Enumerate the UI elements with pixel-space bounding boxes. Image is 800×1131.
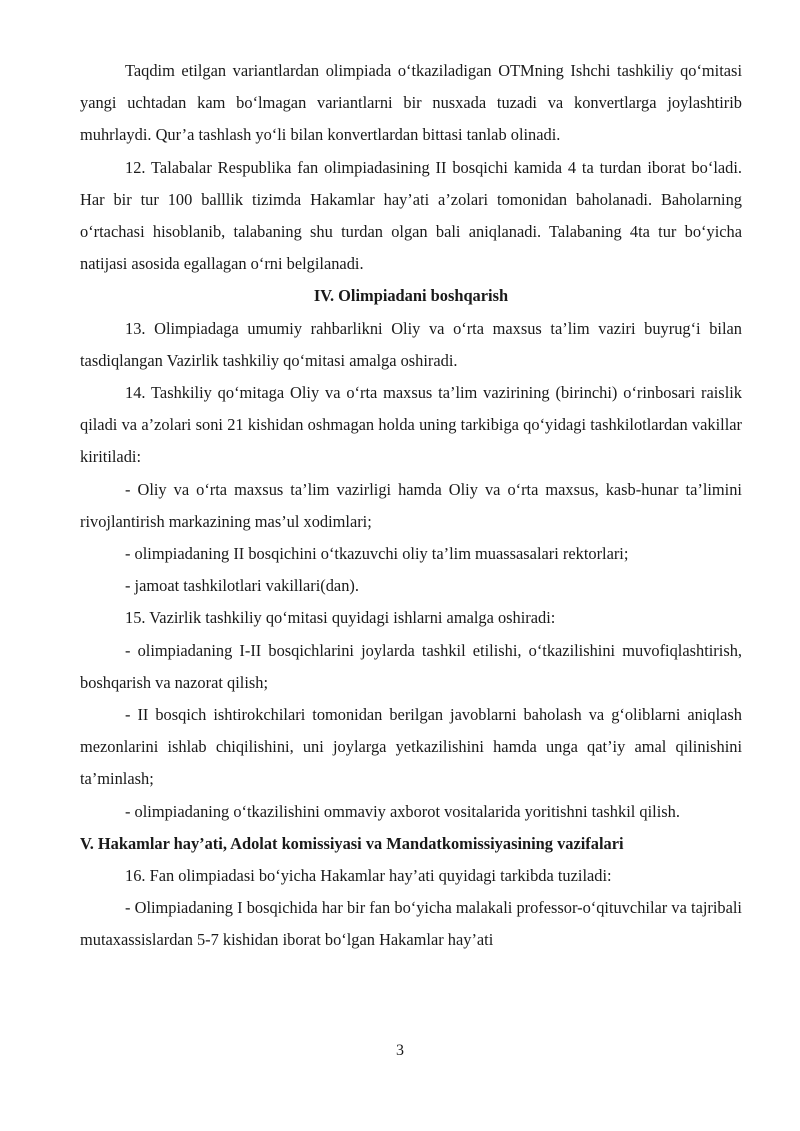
list-item-public-organizations: - jamoat tashkilotlari vakillari(dan). <box>125 576 359 596</box>
document-page <box>80 55 742 957</box>
section-iv-heading: IV. Olimpiadani boshqarish <box>313 286 509 306</box>
list-item-rectors: - olimpiadaning II bosqichini o‘tkazuvchi oliy ta’lim muassasalari rektorlari; <box>125 544 629 564</box>
section-v-heading: V. Hakamlar hay’ati, Adolat komissiyasi va Mandatkomissiyasining vazifalari <box>80 833 624 853</box>
paragraph-variants-envelopes: Taqdim etilgan variantlardan olimpiada o‘tkaziladigan OTMning Ishchi tashkiliy qo‘mitasi yangi uchtadan kam bo‘lmagan variantlarni bir nusxada tuzadi va konvertlarga joylashtirib muhrlaydi. Qur’a tashlash yo‘li bilan konvertlardan bittasi tanlab olinadi. <box>80 61 742 145</box>
list-item-evaluation-criteria: - II bosqich ishtirokchilari tomonidan berilgan javoblarni baholash va g‘oliblarni aniqlash mezonlarini ishlab chiqilishini, uni joylarga yetkazilishini hamda unga qat’iy amal qilinishini ta’minlash; <box>80 705 742 789</box>
list-item-ministry-staff: - Oliy va o‘rta maxsus ta’lim vazirligi hamda Oliy va o‘rta maxsus, kasb-hunar ta’limini rivojlantirish markazining mas’ul xodimlari; <box>80 479 742 531</box>
list-item-media-coverage: - olimpiadaning o‘tkazilishini ommaviy axborot vositalarida yoritishni tashkil qilish. <box>125 801 680 821</box>
paragraph-15: 15. Vazirlik tashkiliy qo‘mitasi quyidagi ishlarni amalga oshiradi: <box>125 608 556 628</box>
paragraph-16: 16. Fan olimpiadasi bo‘yicha Hakamlar hay’ati quyidagi tarkibda tuziladi: <box>125 866 612 886</box>
list-item-coordination: - olimpiadaning I-II bosqichlarini joylarda tashkil etilishi, o‘tkazilishini muvofiqlashtirish, boshqarish va nazorat qilish; <box>80 640 742 692</box>
paragraph-12: 12. Talabalar Respublika fan olimpiadasining II bosqichi kamida 4 ta turdan iborat bo‘ladi. Har bir tur 100 balllik tizimda Hakamlar hay’ati a’zolari tomonidan baholanadi. Baholarning o‘rtachasi hisoblanib, talabaning shu turdan olgan bali aniqlanadi. Talabaning 4ta tur bo‘yicha natijasi asosida egallagan o‘rni belgilanadi. <box>80 157 742 274</box>
list-item-jury-first-stage: - Olimpiadaning I bosqichida har bir fan bo‘yicha malakali professor-o‘qituvchilar va tajribali mutaxassislardan 5-7 kishidan iborat bo‘lgan Hakamlar hay’ati <box>80 898 742 950</box>
page-number: 3 <box>396 1042 404 1059</box>
paragraph-13: 13. Olimpiadaga umumiy rahbarlikni Oliy va o‘rta maxsus ta’lim vaziri buyrug‘i bilan tasdiqlangan Vazirlik tashkiliy qo‘mitasi amalga oshiradi. <box>80 318 742 370</box>
paragraph-14: 14. Tashkiliy qo‘mitaga Oliy va o‘rta maxsus ta’lim vazirining (birinchi) o‘rinbosari raislik qiladi va a’zolari soni 21 kishidan oshmagan holda uning tarkibiga qo‘yidagi tashkilotlardan vakillar kiritiladi: <box>80 383 742 467</box>
